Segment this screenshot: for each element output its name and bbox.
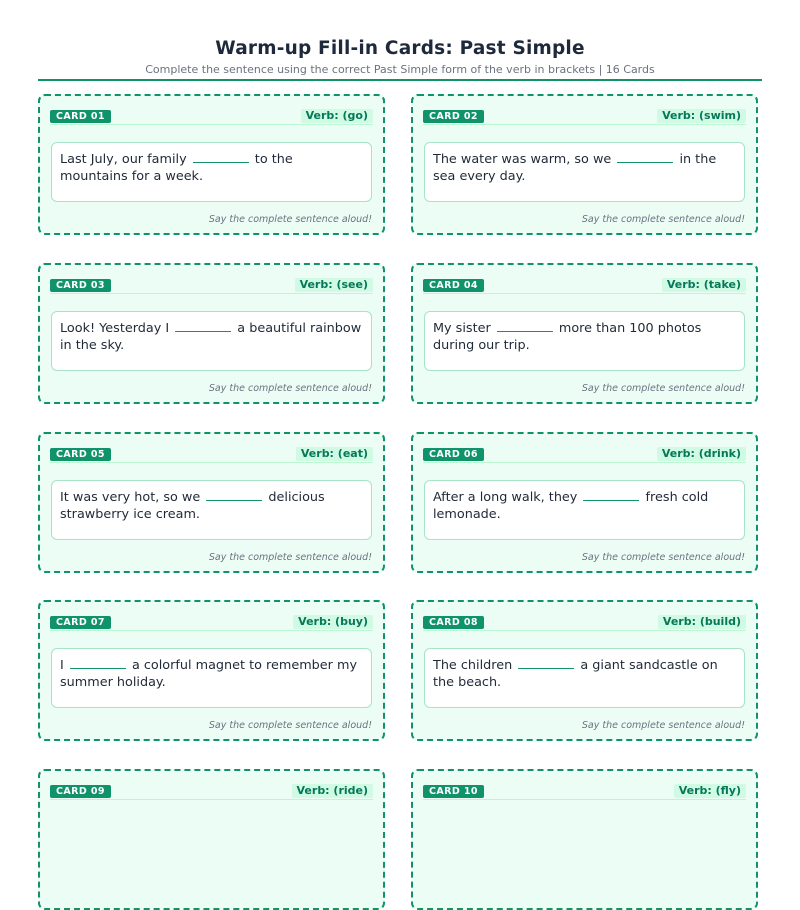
answer-blank[interactable] bbox=[518, 657, 574, 669]
verb-tag: Verb: (ride) bbox=[292, 784, 373, 798]
verb-tag: Verb: (drink) bbox=[657, 447, 746, 461]
fill-in-card bbox=[411, 432, 758, 573]
answer-blank[interactable] bbox=[193, 151, 249, 163]
answer-blank[interactable] bbox=[70, 657, 126, 669]
answer-blank[interactable] bbox=[206, 489, 262, 501]
sentence-start: Last July, our family bbox=[60, 152, 187, 167]
header-divider bbox=[38, 79, 762, 81]
sentence-box bbox=[51, 648, 372, 708]
sentence-box bbox=[51, 480, 372, 540]
sentence-start: The children bbox=[433, 658, 513, 673]
card-header bbox=[50, 446, 373, 463]
card-number-badge: CARD 08 bbox=[423, 616, 484, 629]
sentence-start: The water was warm, so we bbox=[433, 152, 612, 167]
sentence-start: It was very hot, so we bbox=[60, 490, 201, 505]
sentence-end: delicious strawberry ice cream. bbox=[60, 490, 325, 522]
answer-blank[interactable] bbox=[583, 489, 639, 501]
fill-in-card bbox=[38, 769, 385, 910]
card-number-badge: CARD 06 bbox=[423, 448, 484, 461]
sentence-end: more than 100 photos during our trip. bbox=[433, 321, 702, 353]
sentence-end: in the sea every day. bbox=[433, 152, 717, 184]
fill-in-card bbox=[411, 94, 758, 235]
fill-in-card bbox=[38, 94, 385, 235]
card-header bbox=[50, 783, 373, 800]
sentence-start: Look! Yesterday I bbox=[60, 321, 170, 336]
card-number-badge: CARD 03 bbox=[50, 279, 111, 292]
card-hint: Say the complete sentence aloud! bbox=[581, 552, 745, 563]
card-header bbox=[423, 614, 746, 631]
verb-tag: Verb: (buy) bbox=[293, 615, 373, 629]
answer-blank[interactable] bbox=[617, 151, 673, 163]
page-subtitle: Complete the sentence using the correct Past Simple form of the verb in brackets | 16 Cards bbox=[145, 63, 655, 76]
answer-blank[interactable] bbox=[497, 320, 553, 332]
sentence-box bbox=[424, 142, 745, 202]
verb-tag: Verb: (see) bbox=[295, 278, 373, 292]
fill-in-card bbox=[38, 600, 385, 741]
sentence-start: My sister bbox=[433, 321, 491, 336]
sentence-start: After a long walk, they bbox=[433, 490, 578, 505]
card-number-badge: CARD 07 bbox=[50, 616, 111, 629]
card-number-badge: CARD 01 bbox=[50, 110, 111, 123]
sentence-end: to the mountains for a week. bbox=[60, 152, 293, 184]
card-hint: Say the complete sentence aloud! bbox=[208, 383, 372, 394]
verb-tag: Verb: (go) bbox=[301, 109, 373, 123]
card-header bbox=[50, 277, 373, 294]
card-number-badge: CARD 02 bbox=[423, 110, 484, 123]
fill-in-card bbox=[411, 600, 758, 741]
fill-in-card bbox=[38, 432, 385, 573]
card-hint: Say the complete sentence aloud! bbox=[208, 214, 372, 225]
verb-tag: Verb: (take) bbox=[662, 278, 746, 292]
card-hint: Say the complete sentence aloud! bbox=[208, 552, 372, 563]
sentence-box bbox=[424, 311, 745, 371]
fill-in-card bbox=[411, 263, 758, 404]
card-hint: Say the complete sentence aloud! bbox=[581, 383, 745, 394]
sentence-start: I bbox=[60, 658, 64, 673]
sentence-end: fresh cold lemonade. bbox=[433, 490, 709, 522]
card-header bbox=[423, 108, 746, 125]
verb-tag: Verb: (eat) bbox=[296, 447, 373, 461]
card-hint: Say the complete sentence aloud! bbox=[208, 720, 372, 731]
verb-tag: Verb: (build) bbox=[658, 615, 746, 629]
card-number-badge: CARD 04 bbox=[423, 279, 484, 292]
fill-in-card bbox=[38, 263, 385, 404]
card-number-badge: CARD 05 bbox=[50, 448, 111, 461]
fill-in-card bbox=[411, 769, 758, 910]
card-header bbox=[50, 614, 373, 631]
card-hint: Say the complete sentence aloud! bbox=[581, 720, 745, 731]
sentence-end: a giant sandcastle on the beach. bbox=[433, 658, 718, 690]
card-hint: Say the complete sentence aloud! bbox=[581, 214, 745, 225]
verb-tag: Verb: (swim) bbox=[657, 109, 746, 123]
page-title: Warm-up Fill-in Cards: Past Simple bbox=[215, 38, 585, 59]
card-header bbox=[50, 108, 373, 125]
card-header bbox=[423, 783, 746, 800]
sentence-box bbox=[51, 142, 372, 202]
sentence-box bbox=[424, 480, 745, 540]
card-header bbox=[423, 446, 746, 463]
card-number-badge: CARD 10 bbox=[423, 785, 484, 798]
sentence-end: a beautiful rainbow in the sky. bbox=[60, 321, 362, 353]
verb-tag: Verb: (fly) bbox=[674, 784, 746, 798]
sentence-end: a colorful magnet to remember my summer holiday. bbox=[60, 658, 358, 690]
sentence-box bbox=[51, 311, 372, 371]
answer-blank[interactable] bbox=[175, 320, 231, 332]
card-number-badge: CARD 09 bbox=[50, 785, 111, 798]
sentence-box bbox=[424, 648, 745, 708]
card-header bbox=[423, 277, 746, 294]
